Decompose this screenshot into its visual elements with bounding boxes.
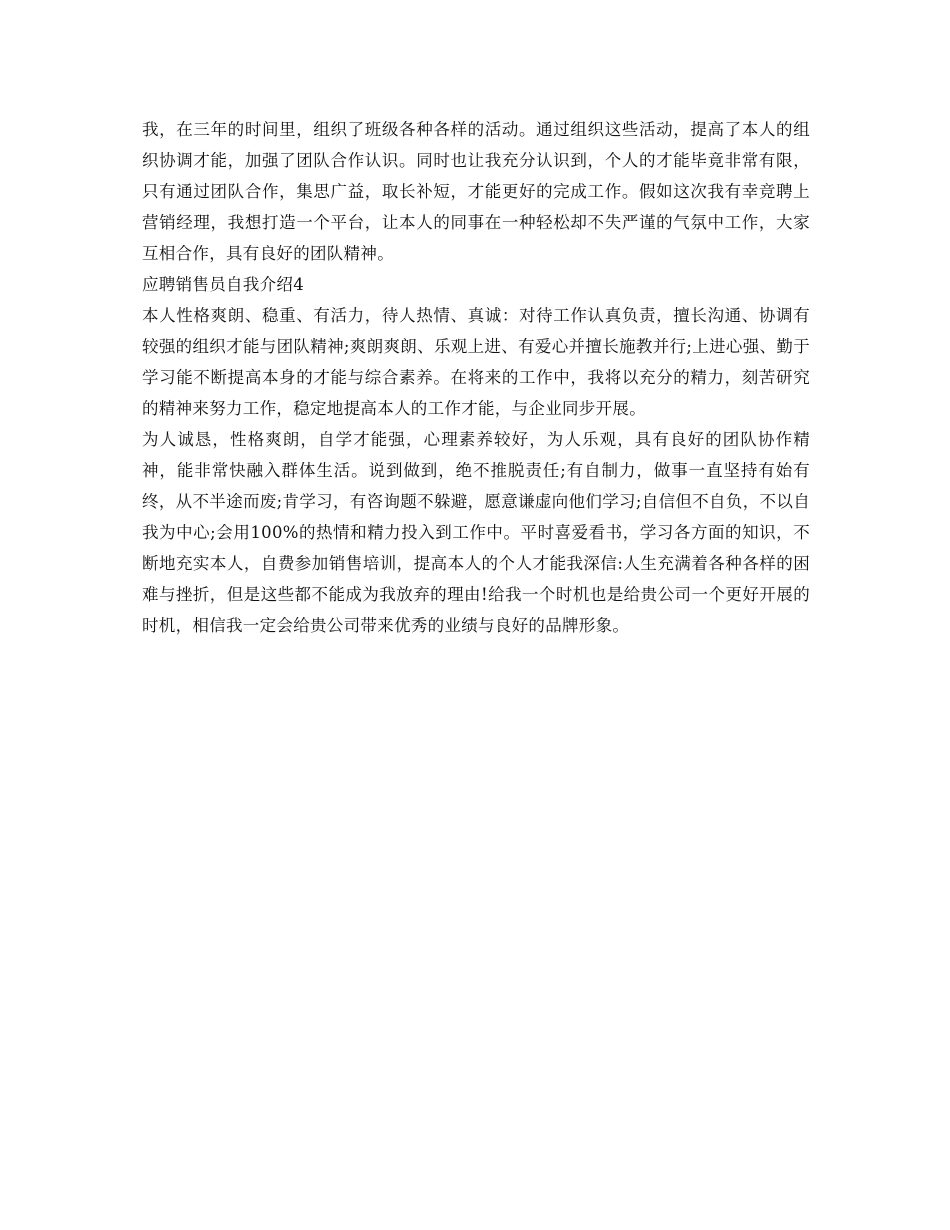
paragraph-personality: 本人性格爽朗、稳重、有活力，待人热情、真诚：对待工作认真负责，擅长沟通、协调有较强的组织才能与团队精神;爽朗爽朗、乐观上进、有爱心并擅长施教并行;上进心强、勤于学习能不断提高本身的才能与综合素养。在将来的工作中，我将以充分的精力，刻苦研究的精神来努力工作，稳定地提高本人的工作才能，与企业同步开展。: [142, 306, 810, 418]
paragraph-character: 为人诚恳，性格爽朗，自学才能强，心理素养较好，为人乐观，具有良好的团队协作精神，能非常快融入群体生活。说到做到，绝不推脱责任;有自制力，做事一直坚持有始有终，从不半途而废;肯学习，有咨询题不躲避，愿意谦虚向他们学习;自信但不自负，不以自我为中心;会用100%的热情和精力投入到工作中。平时喜爱看书，学习各方面的知识，不断地充实本人，自费参加销售培训，提高本人的个人才能我深信:人生充满着各种各样的困难与挫折，但是这些都不能成为我放弃的理由!给我一个时机也是给贵公司一个更好开展的时机，相信我一定会给贵公司带来优秀的业绩与良好的品牌形象。: [142, 430, 810, 635]
paragraph-team-activities: 我，在三年的时间里，组织了班级各种各样的活动。通过组织这些活动，提高了本人的组织协调才能，加强了团队合作认识。同时也让我充分认识到，个人的才能毕竟非常有限，只有通过团队合作，集思广益，取长补短，才能更好的完成工作。假如这次我有幸竞聘上营销经理，我想打造一个平台，让本人的同事在一种轻松却不失严谨的气氛中工作，大家互相合作，具有良好的团队精神。: [142, 120, 810, 263]
section-heading: 应聘销售员自我介绍4: [142, 275, 304, 294]
document-body: [142, 114, 810, 641]
